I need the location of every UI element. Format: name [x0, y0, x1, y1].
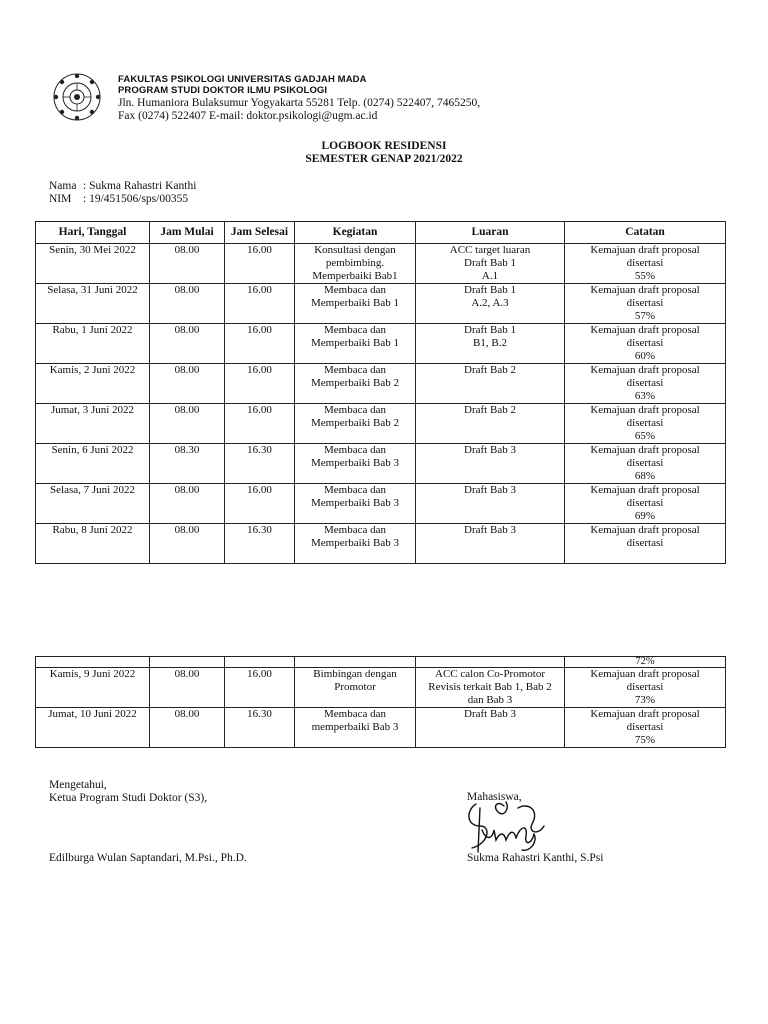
table-row [36, 484, 726, 524]
end-time-cell: 16.00 [225, 324, 295, 364]
output-cell: Draft Bab 2 [416, 364, 565, 404]
nim-label: NIM [49, 193, 72, 205]
start-time-cell: 08.00 [150, 404, 225, 444]
start-time-cell: 08.00 [150, 484, 225, 524]
day-date-cell: Senin, 6 Juni 2022 [36, 444, 150, 484]
start-time-cell: 08.30 [150, 444, 225, 484]
end-time-cell: 16.30 [225, 708, 295, 748]
activity-cell: Membaca dan Memperbaiki Bab 2 [295, 404, 416, 444]
notes-cell: Kemajuan draft proposal disertasi 57% [565, 284, 726, 324]
day-date-cell: Senin, 30 Mei 2022 [36, 244, 150, 284]
header-day-date: Hari, Tanggal [36, 222, 150, 244]
table-row [36, 284, 726, 324]
name-label: Nama [49, 180, 77, 192]
table-row [36, 668, 726, 708]
end-time-cell: 16.00 [225, 364, 295, 404]
notes-cell: Kemajuan draft proposal disertasi 55% [565, 244, 726, 284]
address-line: Jln. Humaniora Bulaksumur Yogyakarta 55281 Telp. (0274) 522407, 7465250, [118, 97, 481, 109]
activity-cell: Membaca dan Memperbaiki Bab 1 [295, 284, 416, 324]
activity-cell: Membaca dan Memperbaiki Bab 3 [295, 444, 416, 484]
start-time-cell: 08.00 [150, 708, 225, 748]
faculty-name: FAKULTAS PSIKOLOGI UNIVERSITAS GADJAH MADA [118, 74, 367, 85]
output-cell: Draft Bab 3 [416, 708, 565, 748]
end-time-cell: 16.00 [225, 668, 295, 708]
output-cell: Draft Bab 3 [416, 484, 565, 524]
day-date-cell: Jumat, 3 Juni 2022 [36, 404, 150, 444]
header-output: Luaran [416, 222, 565, 244]
start-time-cell: 08.00 [150, 524, 225, 564]
day-date-cell: Selasa, 31 Juni 2022 [36, 284, 150, 324]
start-time-cell: 08.00 [150, 324, 225, 364]
start-time-cell: 08.00 [150, 284, 225, 324]
document-subtitle: SEMESTER GENAP 2021/2022 [305, 153, 463, 165]
program-name: PROGRAM STUDI DOKTOR ILMU PSIKOLOGI [118, 85, 328, 96]
notes-cell: Kemajuan draft proposal disertasi 73% [565, 668, 726, 708]
activity-cell: Membaca dan Memperbaiki Bab 3 [295, 524, 416, 564]
header-activity: Kegiatan [295, 222, 416, 244]
notes-cell: Kemajuan draft proposal disertasi 75% [565, 708, 726, 748]
logbook-table [35, 221, 726, 564]
student-name: Sukma Rahastri Kanthi, S.Psi [467, 852, 604, 864]
output-cell: ACC calon Co-Promotor Revisis terkait Bab 1, Bab 2 dan Bab 3 [416, 668, 565, 708]
header-notes: Catatan [565, 222, 726, 244]
document-title: LOGBOOK RESIDENSI [321, 140, 447, 152]
activity-cell: Membaca dan memperbaiki Bab 3 [295, 708, 416, 748]
activity-cell: Membaca dan Memperbaiki Bab 2 [295, 364, 416, 404]
table-row [36, 444, 726, 484]
output-cell: Draft Bab 1 A.2, A.3 [416, 284, 565, 324]
output-cell: Draft Bab 3 [416, 524, 565, 564]
notes-cell: Kemajuan draft proposal disertasi 63% [565, 364, 726, 404]
day-date-cell: Jumat, 10 Juni 2022 [36, 708, 150, 748]
table-row [36, 708, 726, 748]
end-time-cell: 16.00 [225, 484, 295, 524]
output-cell: Draft Bab 2 [416, 404, 565, 444]
nim-value: : 19/451506/sps/00355 [83, 193, 189, 205]
activity-cell: Konsultasi dengan pembimbing. Memperbaiki Bab1 [295, 244, 416, 284]
day-date-cell: Kamis, 2 Juni 2022 [36, 364, 150, 404]
head-of-program-name: Edilburga Wulan Saptandari, M.Psi., Ph.D. [49, 852, 247, 864]
logbook-table-continued [35, 656, 726, 748]
table-header-row [36, 222, 726, 244]
header-end-time: Jam Selesai [225, 222, 295, 244]
contact-line: Fax (0274) 522407 E-mail: doktor.psikologi@ugm.ac.id [118, 110, 378, 122]
notes-cell: Kemajuan draft proposal disertasi 69% [565, 484, 726, 524]
output-cell: ACC target luaran Draft Bab 1 A.1 [416, 244, 565, 284]
output-cell: Draft Bab 3 [416, 444, 565, 484]
activity-cell: Membaca dan Memperbaiki Bab 3 [295, 484, 416, 524]
activity-cell: Bimbingan dengan Promotor [295, 668, 416, 708]
head-of-program-title: Ketua Program Studi Doktor (S3), [49, 792, 208, 804]
notes-cell: Kemajuan draft proposal disertasi 68% [565, 444, 726, 484]
name-value: : Sukma Rahastri Kanthi [83, 180, 197, 192]
student-signature [458, 796, 558, 858]
table-row [36, 524, 726, 564]
end-time-cell: 16.00 [225, 404, 295, 444]
day-date-cell: Selasa, 7 Juni 2022 [36, 484, 150, 524]
university-seal-logo [52, 72, 102, 122]
start-time-cell: 08.00 [150, 244, 225, 284]
notes-cell: Kemajuan draft proposal disertasi 60% [565, 324, 726, 364]
output-cell: Draft Bab 1 B1, B.2 [416, 324, 565, 364]
activity-cell: Membaca dan Memperbaiki Bab 1 [295, 324, 416, 364]
table-row [36, 364, 726, 404]
acknowledgement-label: Mengetahui, [49, 779, 107, 791]
day-date-cell: Rabu, 1 Juni 2022 [36, 324, 150, 364]
start-time-cell: 08.00 [150, 364, 225, 404]
student-label: Mahasiswa, [467, 791, 522, 803]
start-time-cell: 08.00 [150, 668, 225, 708]
table-row [36, 404, 726, 444]
end-time-cell: 16.30 [225, 524, 295, 564]
notes-cell: Kemajuan draft proposal disertasi 65% [565, 404, 726, 444]
table-row [36, 324, 726, 364]
notes-cell-continued: 72% [565, 657, 726, 668]
end-time-cell: 16.00 [225, 284, 295, 324]
end-time-cell: 16.00 [225, 244, 295, 284]
table-row-continued [36, 657, 726, 668]
header-start-time: Jam Mulai [150, 222, 225, 244]
day-date-cell: Rabu, 8 Juni 2022 [36, 524, 150, 564]
end-time-cell: 16.30 [225, 444, 295, 484]
notes-cell: Kemajuan draft proposal disertasi [565, 524, 726, 564]
day-date-cell: Kamis, 9 Juni 2022 [36, 668, 150, 708]
table-row [36, 244, 726, 284]
